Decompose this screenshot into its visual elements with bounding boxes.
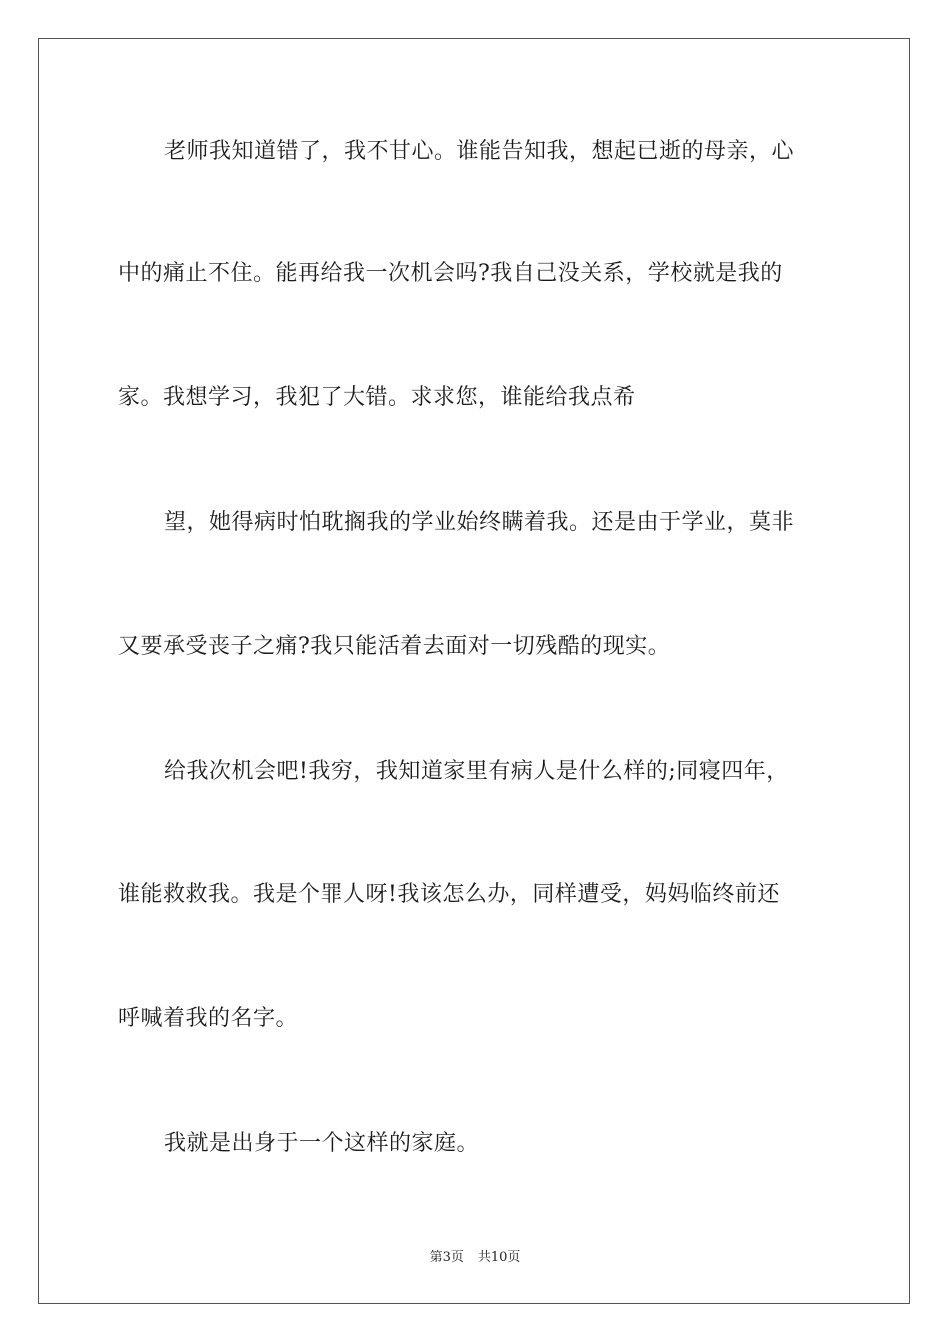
text-line: 老师我知道错了，我不甘心。谁能告知我，想起已逝的母亲，心 [164, 139, 795, 164]
text-line: 望，她得病时怕耽搁我的学业始终瞒着我。还是由于学业，莫非 [164, 510, 795, 535]
text-line: 家。我想学习，我犯了大错。求求您，谁能给我点希 [118, 385, 636, 410]
text-line: 中的痛止不住。能再给我一次机会吗?我自己没关系，学校就是我的 [118, 261, 783, 286]
page-footer [0, 1246, 950, 1265]
page-total: 共10页 [477, 1250, 521, 1265]
page-border [38, 38, 910, 1304]
text-line: 谁能救救我。我是个罪人呀!我该怎么办，同样遭受，妈妈临终前还 [118, 882, 780, 907]
text-line: 又要承受丧子之痛?我只能活着去面对一切残酷的现实。 [118, 634, 671, 659]
text-line: 我就是出身于一个这样的家庭。 [164, 1131, 480, 1156]
text-line: 呼喊着我的名字。 [118, 1006, 299, 1031]
page-number: 第3页 [429, 1250, 464, 1265]
text-line: 给我次机会吧!我穷，我知道家里有病人是什么样的;同寝四年， [164, 759, 789, 784]
